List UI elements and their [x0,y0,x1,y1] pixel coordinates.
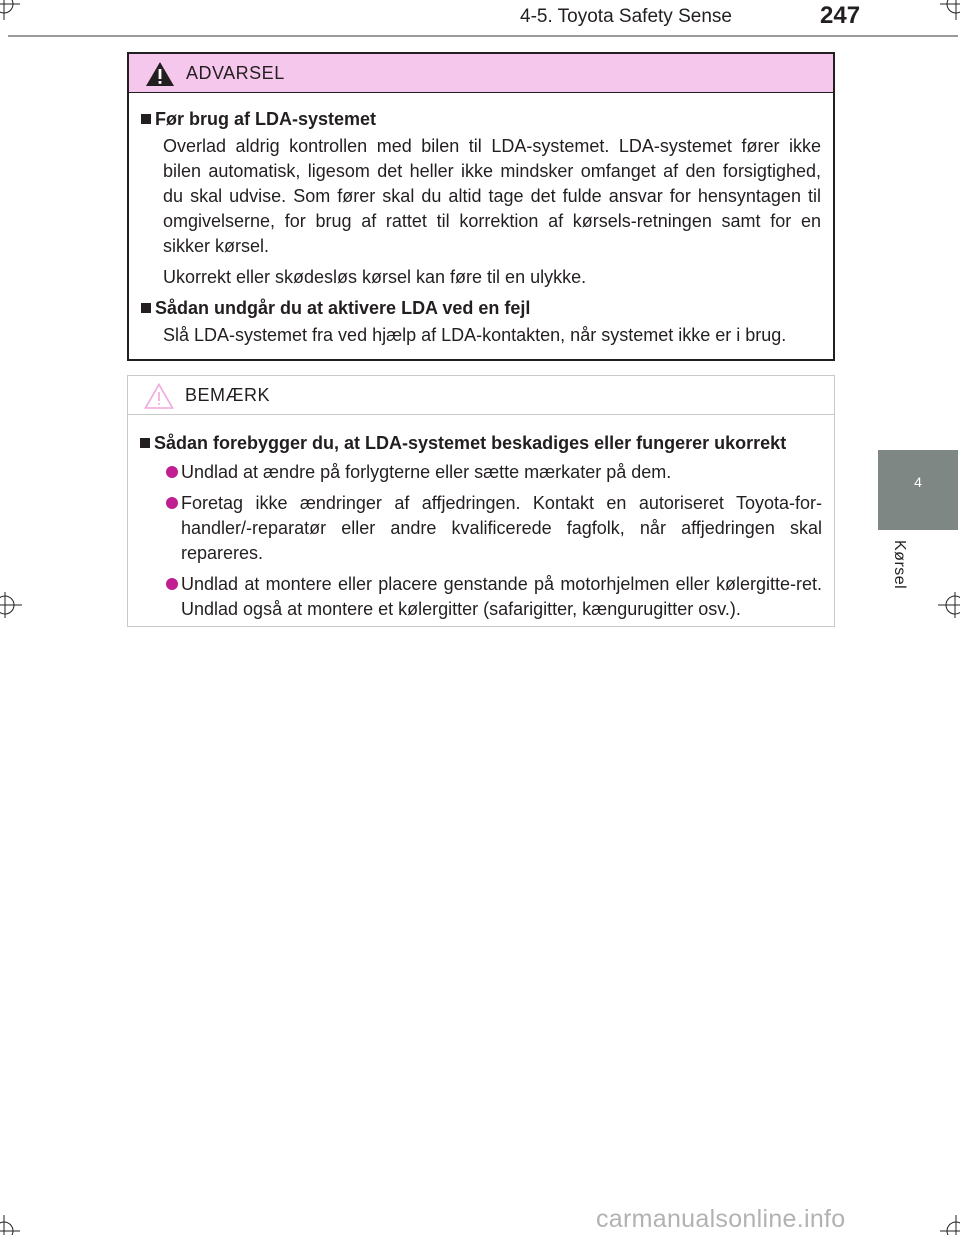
warning-box-header [129,54,833,93]
list-item-text: Foretag ikke ændringer af affjedringen. Kontakt en autoriseret Toyota-for-handler/-reparatør eller andre kvalificerede fagfolk, når affjedringen skal repareres. [181,493,822,563]
crop-mark-middle-left [0,590,24,620]
warning-paragraph: Ukorrekt eller skødesløs kørsel kan føre til en ulykke. [163,267,587,287]
crop-mark-middle-right [936,590,960,620]
crop-mark-top-left [0,0,24,24]
square-bullet-icon [141,114,151,124]
warning-section-heading [141,107,821,132]
notice-box-body [128,415,834,622]
dot-bullet-icon [166,497,178,509]
watermark: carmanualsonline.info [596,1205,846,1233]
notice-section-heading [140,431,822,456]
list-item [166,460,822,485]
notice-box-title: BEMÆRK [185,385,271,405]
square-bullet-icon [141,303,151,313]
header-section-title: 4-5. Toyota Safety Sense [520,6,732,27]
crop-mark-bottom-right [936,1211,960,1235]
notice-box-header [128,376,834,415]
header-divider [8,35,958,37]
page-number: 247 [820,2,861,29]
notice-section-heading-text: Sådan forebygger du, at LDA-systemet beskadiges eller fungerer ukorrekt [154,433,787,453]
chapter-tab-label: Kørsel [891,540,908,590]
notice-box [127,375,835,627]
crop-mark-bottom-left [0,1211,24,1235]
list-item [166,572,822,622]
warning-box-body [129,93,833,348]
warning-box [127,52,835,361]
warning-section-heading-text: Sådan undgår du at aktivere LDA ved en fejl [155,298,531,318]
crop-mark-top-right [936,0,960,24]
dot-bullet-icon [166,578,178,590]
chapter-tab [878,450,958,530]
warning-paragraph: Overlad aldrig kontrollen med bilen til LDA-systemet. LDA-systemet fører ikke bilen automatisk, ligesom det heller ikke mindsker omfanget af den forsigtighed, du skal udvise. Som fører skal du altid tage det fulde ansvar for hensyntagen til omgivelserne, for brug af rattet til korrektion af kørsels-retningen samt for en sikker kørsel. [163,136,821,256]
warning-triangle-icon [145,61,175,87]
warning-paragraph: Slå LDA-systemet fra ved hjælp af LDA-kontakten, når systemet ikke er i brug. [163,325,787,345]
chapter-tab-number: 4 [914,474,922,490]
warning-box-title: ADVARSEL [186,63,285,83]
caution-triangle-outline-icon [144,383,174,409]
warning-section-heading-text: Før brug af LDA-systemet [155,109,377,129]
list-item [166,491,822,566]
warning-section-heading [141,296,821,321]
list-item-text: Undlad at montere eller placere genstande på motorhjelmen eller kølergitte-ret. Undlad også at montere et kølergitter (safarigitter, kængurugitter osv.). [181,574,822,619]
square-bullet-icon [140,438,150,448]
dot-bullet-icon [166,466,178,478]
list-item-text: Undlad at ændre på forlygterne eller sætte mærkater på dem. [181,462,672,482]
